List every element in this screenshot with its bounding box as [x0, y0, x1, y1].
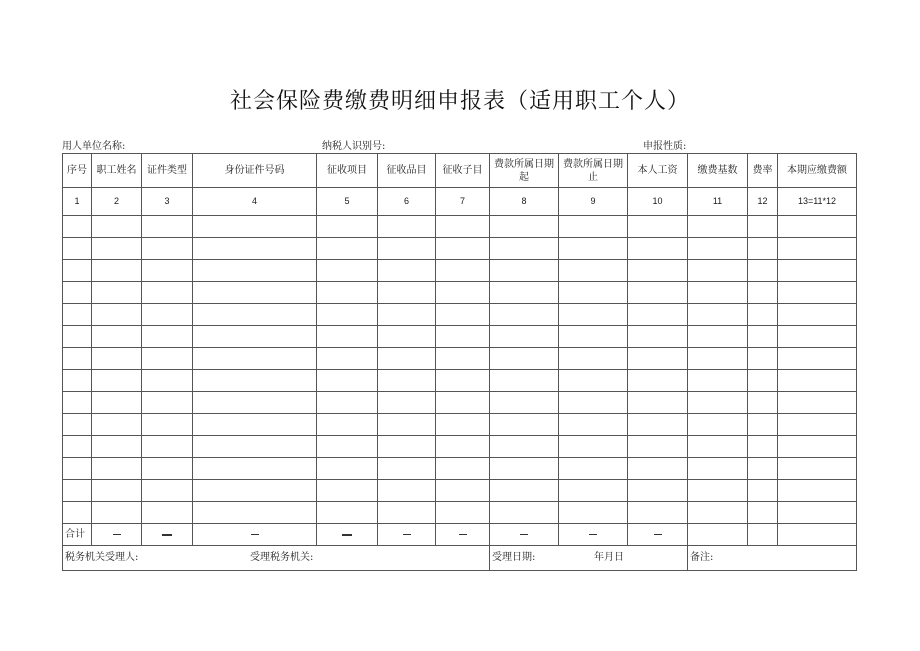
header-cell: 缴费基数	[688, 154, 748, 188]
date-label: 受理日期:	[492, 552, 536, 563]
entry-cell[interactable]	[778, 502, 857, 524]
entry-cell[interactable]	[193, 260, 317, 282]
entry-cell[interactable]	[490, 260, 559, 282]
entry-cell[interactable]	[778, 238, 857, 260]
entry-cell[interactable]	[193, 414, 317, 436]
entry-cell[interactable]	[63, 458, 92, 480]
entry-cell[interactable]	[628, 480, 688, 502]
column-number: 6	[378, 188, 436, 216]
entry-cell[interactable]	[142, 502, 193, 524]
entry-cell[interactable]	[317, 326, 378, 348]
entry-cell[interactable]	[92, 348, 142, 370]
entry-cell[interactable]	[317, 370, 378, 392]
entry-cell[interactable]	[628, 260, 688, 282]
table-row	[63, 216, 857, 238]
entry-cell[interactable]	[559, 436, 628, 458]
entry-cell[interactable]	[628, 370, 688, 392]
entry-cell[interactable]	[92, 282, 142, 304]
column-number: 11	[688, 188, 748, 216]
entry-cell[interactable]	[92, 304, 142, 326]
dash-mark	[113, 534, 121, 535]
column-number: 1	[63, 188, 92, 216]
header-cell: 费率	[748, 154, 778, 188]
column-number: 5	[317, 188, 378, 216]
entry-cell[interactable]	[559, 326, 628, 348]
entry-cell[interactable]	[778, 458, 857, 480]
entry-cell[interactable]	[559, 304, 628, 326]
table-row	[63, 238, 857, 260]
column-number: 10	[628, 188, 688, 216]
entry-cell[interactable]	[688, 414, 748, 436]
entry-cell[interactable]	[378, 216, 436, 238]
entry-cell[interactable]	[436, 414, 490, 436]
entry-cell[interactable]	[193, 348, 317, 370]
entry-cell[interactable]	[748, 414, 778, 436]
entry-cell[interactable]	[436, 392, 490, 414]
entry-cell[interactable]	[748, 392, 778, 414]
total-cell	[193, 524, 317, 546]
column-number: 7	[436, 188, 490, 216]
entry-cell[interactable]	[92, 480, 142, 502]
entry-cell[interactable]	[378, 480, 436, 502]
entry-cell[interactable]	[193, 480, 317, 502]
employer-label: 用人单位名称:	[62, 141, 126, 152]
entry-cell[interactable]	[778, 260, 857, 282]
entry-cell[interactable]	[92, 502, 142, 524]
header-cell: 本人工资	[628, 154, 688, 188]
entry-cell[interactable]	[748, 370, 778, 392]
entry-cell[interactable]	[63, 480, 92, 502]
entry-cell[interactable]	[688, 502, 748, 524]
receiver-label: 税务机关受理人:	[65, 552, 139, 563]
entry-cell[interactable]	[490, 458, 559, 480]
entry-cell[interactable]	[559, 458, 628, 480]
entry-cell[interactable]	[317, 392, 378, 414]
entry-cell[interactable]	[688, 238, 748, 260]
entry-cell[interactable]	[142, 392, 193, 414]
entry-cell[interactable]	[317, 436, 378, 458]
entry-cell[interactable]	[490, 370, 559, 392]
entry-cell[interactable]	[63, 216, 92, 238]
entry-cell[interactable]	[436, 282, 490, 304]
entry-cell[interactable]	[559, 238, 628, 260]
entry-cell[interactable]	[778, 326, 857, 348]
entry-cell[interactable]	[778, 392, 857, 414]
entry-cell[interactable]	[688, 392, 748, 414]
entry-cell[interactable]	[748, 216, 778, 238]
table-row	[63, 282, 857, 304]
entry-cell[interactable]	[378, 392, 436, 414]
total-cell	[628, 524, 688, 546]
entry-cell[interactable]	[317, 304, 378, 326]
entry-cell[interactable]	[628, 326, 688, 348]
entry-cell[interactable]	[436, 260, 490, 282]
entry-cell[interactable]	[92, 458, 142, 480]
entry-cell[interactable]	[193, 304, 317, 326]
entry-cell[interactable]	[142, 304, 193, 326]
entry-cell[interactable]	[63, 414, 92, 436]
entry-cell[interactable]	[142, 282, 193, 304]
entry-cell[interactable]	[378, 370, 436, 392]
entry-cell[interactable]	[142, 238, 193, 260]
entry-cell[interactable]	[688, 282, 748, 304]
entry-cell[interactable]	[142, 414, 193, 436]
table-row	[63, 502, 857, 524]
header-row	[63, 154, 857, 188]
entry-cell[interactable]	[378, 304, 436, 326]
entry-cell[interactable]	[92, 414, 142, 436]
entry-cell[interactable]	[778, 370, 857, 392]
entry-cell[interactable]	[317, 238, 378, 260]
entry-cell[interactable]	[378, 348, 436, 370]
column-number: 2	[92, 188, 142, 216]
entry-cell[interactable]	[436, 436, 490, 458]
entry-cell[interactable]	[63, 304, 92, 326]
entry-cell[interactable]	[193, 392, 317, 414]
entry-cell[interactable]	[436, 348, 490, 370]
declaration-type-label: 申报性质:	[643, 141, 687, 152]
entry-cell[interactable]	[748, 304, 778, 326]
entry-cell[interactable]	[193, 282, 317, 304]
dash-mark	[342, 534, 352, 536]
table-row	[63, 348, 857, 370]
entry-cell[interactable]	[688, 260, 748, 282]
entry-cell[interactable]	[63, 348, 92, 370]
contribution-table	[62, 153, 857, 571]
entry-cell[interactable]	[688, 326, 748, 348]
entry-cell[interactable]	[378, 458, 436, 480]
entry-cell[interactable]	[559, 414, 628, 436]
entry-cell[interactable]	[490, 216, 559, 238]
entry-cell[interactable]	[63, 238, 92, 260]
entry-cell[interactable]	[436, 238, 490, 260]
entry-cell[interactable]	[688, 216, 748, 238]
entry-cell[interactable]	[748, 348, 778, 370]
entry-cell[interactable]	[778, 348, 857, 370]
total-cell	[378, 524, 436, 546]
total-cell	[688, 524, 748, 546]
entry-cell[interactable]	[778, 282, 857, 304]
entry-cell[interactable]	[748, 326, 778, 348]
total-cell	[778, 524, 857, 546]
office-label: 受理税务机关:	[250, 552, 314, 563]
entry-cell[interactable]	[490, 480, 559, 502]
footer-right-cell	[688, 546, 857, 571]
entry-cell[interactable]	[142, 436, 193, 458]
entry-cell[interactable]	[317, 282, 378, 304]
entry-cell[interactable]	[688, 436, 748, 458]
dash-mark	[654, 534, 662, 535]
entry-cell[interactable]	[142, 480, 193, 502]
entry-cell[interactable]	[559, 392, 628, 414]
entry-cell[interactable]	[778, 414, 857, 436]
total-cell	[748, 524, 778, 546]
entry-cell[interactable]	[748, 260, 778, 282]
total-cell	[142, 524, 193, 546]
entry-cell[interactable]	[559, 480, 628, 502]
entry-cell[interactable]	[317, 480, 378, 502]
table-row	[63, 436, 857, 458]
total-label: 合计	[63, 524, 92, 546]
entry-cell[interactable]	[748, 282, 778, 304]
entry-cell[interactable]	[436, 216, 490, 238]
header-cell: 征收子目	[436, 154, 490, 188]
entry-cell[interactable]	[628, 216, 688, 238]
entry-cell[interactable]	[490, 282, 559, 304]
entry-cell[interactable]	[559, 216, 628, 238]
entry-cell[interactable]	[378, 502, 436, 524]
table-row	[63, 260, 857, 282]
entry-cell[interactable]	[436, 304, 490, 326]
header-cell: 征收品目	[378, 154, 436, 188]
entry-cell[interactable]	[193, 216, 317, 238]
table-row	[63, 304, 857, 326]
entry-cell[interactable]	[559, 282, 628, 304]
dash-mark	[403, 534, 411, 535]
dash-mark	[251, 534, 259, 535]
header-cell: 职工姓名	[92, 154, 142, 188]
entry-cell[interactable]	[628, 502, 688, 524]
entry-cell[interactable]	[490, 414, 559, 436]
entry-cell[interactable]	[436, 480, 490, 502]
column-number: 4	[193, 188, 317, 216]
footer-left-cell	[63, 546, 490, 571]
entry-cell[interactable]	[490, 238, 559, 260]
entry-cell[interactable]	[490, 502, 559, 524]
entry-cell[interactable]	[628, 238, 688, 260]
entry-cell[interactable]	[92, 326, 142, 348]
entry-cell[interactable]	[688, 348, 748, 370]
entry-cell[interactable]	[378, 238, 436, 260]
entry-cell[interactable]	[142, 260, 193, 282]
data-rows	[63, 216, 857, 524]
table-row	[63, 392, 857, 414]
entry-cell[interactable]	[559, 260, 628, 282]
dash-mark	[162, 534, 172, 536]
entry-cell[interactable]	[63, 370, 92, 392]
entry-cell[interactable]	[63, 326, 92, 348]
entry-cell[interactable]	[142, 326, 193, 348]
entry-cell[interactable]	[63, 436, 92, 458]
entry-cell[interactable]	[436, 326, 490, 348]
entry-cell[interactable]	[436, 458, 490, 480]
column-number: 8	[490, 188, 559, 216]
entry-cell[interactable]	[748, 480, 778, 502]
entry-cell[interactable]	[142, 370, 193, 392]
entry-cell[interactable]	[490, 348, 559, 370]
entry-cell[interactable]	[92, 392, 142, 414]
entry-cell[interactable]	[92, 436, 142, 458]
entry-cell[interactable]	[193, 238, 317, 260]
table-row	[63, 370, 857, 392]
entry-cell[interactable]	[317, 458, 378, 480]
entry-cell[interactable]	[628, 436, 688, 458]
entry-cell[interactable]	[193, 502, 317, 524]
entry-cell[interactable]	[317, 502, 378, 524]
entry-cell[interactable]	[142, 216, 193, 238]
entry-cell[interactable]	[378, 326, 436, 348]
entry-cell[interactable]	[688, 304, 748, 326]
entry-cell[interactable]	[628, 348, 688, 370]
footer-row	[63, 546, 857, 571]
entry-cell[interactable]	[92, 238, 142, 260]
header-cell: 费款所属日期起	[490, 154, 559, 188]
entry-cell[interactable]	[378, 282, 436, 304]
entry-cell[interactable]	[193, 326, 317, 348]
header-cell: 费款所属日期止	[559, 154, 628, 188]
dash-mark	[589, 534, 597, 535]
entry-cell[interactable]	[63, 392, 92, 414]
entry-cell[interactable]	[63, 502, 92, 524]
entry-cell[interactable]	[490, 436, 559, 458]
entry-cell[interactable]	[688, 458, 748, 480]
dash-mark	[520, 534, 528, 535]
header-cell: 序号	[63, 154, 92, 188]
entry-cell[interactable]	[317, 348, 378, 370]
entry-cell[interactable]	[490, 392, 559, 414]
entry-cell[interactable]	[142, 458, 193, 480]
entry-cell[interactable]	[92, 370, 142, 392]
taxpayer-id-label: 纳税人识别号:	[322, 141, 386, 152]
dash-mark	[459, 534, 467, 535]
entry-cell[interactable]	[193, 370, 317, 392]
total-cell	[317, 524, 378, 546]
entry-cell[interactable]	[490, 304, 559, 326]
total-cell	[490, 524, 559, 546]
entry-cell[interactable]	[628, 414, 688, 436]
entry-cell[interactable]	[317, 216, 378, 238]
column-number: 12	[748, 188, 778, 216]
entry-cell[interactable]	[142, 348, 193, 370]
entry-cell[interactable]	[748, 436, 778, 458]
remarks-label: 备注:	[690, 552, 714, 563]
total-cell	[436, 524, 490, 546]
entry-cell[interactable]	[63, 260, 92, 282]
entry-cell[interactable]	[92, 216, 142, 238]
entry-cell[interactable]	[628, 304, 688, 326]
entry-cell[interactable]	[628, 458, 688, 480]
entry-cell[interactable]	[436, 502, 490, 524]
form-title: 社会保险费缴费明细申报表（适用职工个人）	[229, 89, 690, 114]
entry-cell[interactable]	[748, 238, 778, 260]
entry-cell[interactable]	[559, 348, 628, 370]
entry-cell[interactable]	[559, 370, 628, 392]
table-row	[63, 480, 857, 502]
column-number: 13=11*12	[778, 188, 857, 216]
entry-cell[interactable]	[628, 282, 688, 304]
footer-middle-cell	[490, 546, 688, 571]
header-cell: 证件类型	[142, 154, 193, 188]
entry-cell[interactable]	[778, 480, 857, 502]
date-format: 年月日	[594, 552, 624, 563]
column-number: 3	[142, 188, 193, 216]
total-row	[63, 524, 857, 546]
entry-cell[interactable]	[688, 480, 748, 502]
entry-cell[interactable]	[92, 260, 142, 282]
table-row	[63, 326, 857, 348]
entry-cell[interactable]	[778, 216, 857, 238]
total-cell	[92, 524, 142, 546]
entry-cell[interactable]	[63, 282, 92, 304]
entry-cell[interactable]	[378, 436, 436, 458]
entry-cell[interactable]	[778, 304, 857, 326]
header-cell: 征收项目	[317, 154, 378, 188]
header-cell: 身份证件号码	[193, 154, 317, 188]
entry-cell[interactable]	[317, 260, 378, 282]
entry-cell[interactable]	[378, 414, 436, 436]
entry-cell[interactable]	[688, 370, 748, 392]
entry-cell[interactable]	[628, 392, 688, 414]
entry-cell[interactable]	[378, 260, 436, 282]
entry-cell[interactable]	[490, 326, 559, 348]
column-number-row	[63, 188, 857, 216]
table-row	[63, 458, 857, 480]
column-number: 9	[559, 188, 628, 216]
entry-cell[interactable]	[193, 458, 317, 480]
entry-cell[interactable]	[436, 370, 490, 392]
entry-cell[interactable]	[559, 502, 628, 524]
table-row	[63, 414, 857, 436]
header-cell: 本期应缴费额	[778, 154, 857, 188]
entry-cell[interactable]	[748, 458, 778, 480]
entry-cell[interactable]	[778, 436, 857, 458]
total-cell	[559, 524, 628, 546]
entry-cell[interactable]	[317, 414, 378, 436]
entry-cell[interactable]	[748, 502, 778, 524]
entry-cell[interactable]	[193, 436, 317, 458]
